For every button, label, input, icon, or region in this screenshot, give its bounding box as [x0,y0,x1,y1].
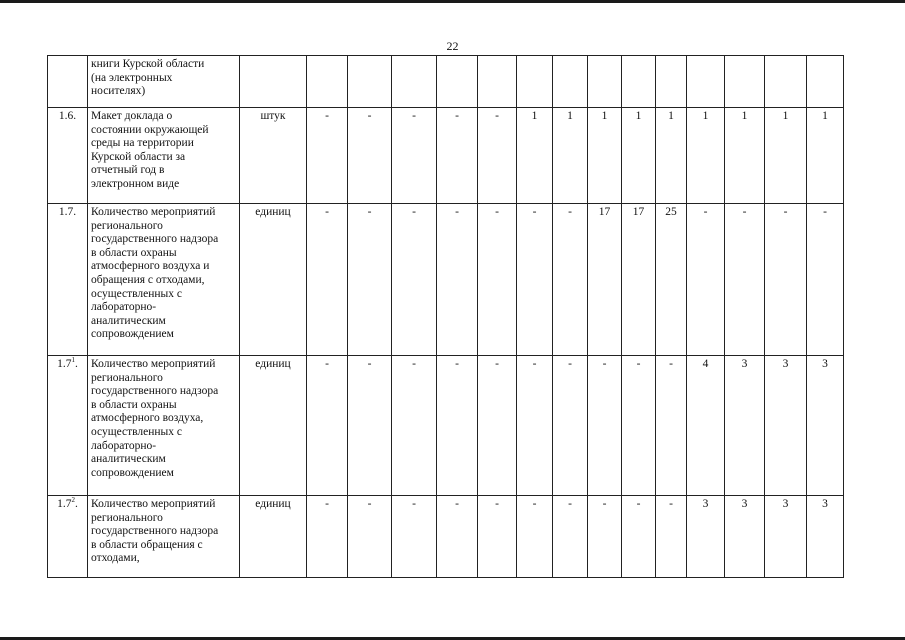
description-line: Макет доклада о [91,110,173,122]
description-line: (на электронных [91,71,173,84]
value-cell: - [437,496,478,578]
value-cell [807,56,844,108]
value-cell [517,56,553,108]
row-description [88,356,240,496]
value-cell: 3 [807,356,844,496]
value-cell: - [517,496,553,578]
value-cell [687,56,725,108]
row-number-superscript: 2 [71,496,75,504]
value-cell: - [553,204,588,356]
value-cell: 4 [687,356,725,496]
description-line: государственного надзора [91,525,219,538]
description-line: среды на территории [91,137,194,150]
row-description [88,108,240,204]
value-cell [765,56,807,108]
value-cell [478,56,517,108]
description-line: осуществленных с [91,287,183,300]
description-line: регионального [91,511,163,524]
value-cell: 1 [765,108,807,204]
value-cell: - [307,108,348,204]
value-cell: - [437,356,478,496]
description-line: в области охраны [91,398,177,411]
description-line: регионального [91,219,163,232]
value-cell: - [765,204,807,356]
row-number: $1.7^2$. [48,496,88,578]
value-cell: - [553,496,588,578]
row-description [88,496,240,578]
description-line: в области охраны [91,246,177,259]
value-cell: - [656,356,687,496]
value-cell [588,56,622,108]
value-cell: - [437,108,478,204]
row-number: 1.7. [48,204,88,356]
description-line: сопровождением [91,328,174,341]
description-line: лабораторно- [91,439,157,452]
value-cell: 1 [656,108,687,204]
value-cell: - [656,496,687,578]
value-cell: - [478,108,517,204]
description-line: регионального [91,371,163,384]
value-cell: 17 [622,204,656,356]
value-cell: 17 [588,204,622,356]
table-body [48,56,844,578]
value-cell: - [478,204,517,356]
table-row [48,204,844,356]
value-cell: - [588,356,622,496]
value-cell: - [517,204,553,356]
table-row [48,496,844,578]
row-unit: единиц [240,204,307,356]
value-cell: 1 [588,108,622,204]
value-cell: - [392,108,437,204]
description-line: лабораторно- [91,301,157,314]
value-cell: - [437,204,478,356]
value-cell: - [478,496,517,578]
description-line: книги Курской области [91,58,205,70]
description-line: электронном виде [91,177,180,190]
description-line: аналитическим [91,314,166,327]
value-cell [348,56,392,108]
value-cell: 1 [553,108,588,204]
description-line: состоянии окружающей [91,123,209,136]
description-line: атмосферного воздуха, [91,412,204,425]
description-line: аналитическим [91,453,166,466]
value-cell [392,56,437,108]
description-line: сопровождением [91,466,174,479]
value-cell: - [307,356,348,496]
page-number: 22 [446,39,459,53]
description-line: государственного надзора [91,233,219,246]
value-cell: - [622,356,656,496]
value-cell: - [307,496,348,578]
value-cell: - [348,204,392,356]
row-unit [240,56,307,108]
description-line: Количество мероприятий [91,206,216,218]
value-cell: - [622,496,656,578]
value-cell: - [348,356,392,496]
row-description [88,204,240,356]
value-cell: 3 [807,496,844,578]
value-cell: 1 [687,108,725,204]
description-line: осуществленных с [91,425,183,438]
value-cell: 3 [765,356,807,496]
description-line: носителях) [91,85,146,98]
value-cell: - [478,356,517,496]
description-line: Курской области за [91,150,186,163]
row-number [48,56,88,108]
scan-edge-top [0,0,905,3]
value-cell: - [392,356,437,496]
description-line: государственного надзора [91,385,219,398]
value-cell: 1 [807,108,844,204]
value-cell: - [553,356,588,496]
value-cell: 3 [725,496,765,578]
row-unit: единиц [240,496,307,578]
value-cell: 3 [725,356,765,496]
value-cell [656,56,687,108]
row-description [88,56,240,108]
value-cell: 25 [656,204,687,356]
value-cell: - [588,496,622,578]
value-cell [437,56,478,108]
row-unit: единиц [240,356,307,496]
row-number: 1.6. [48,108,88,204]
row-number: $1.7^1$. [48,356,88,496]
description-line: в области обращения с [91,538,203,551]
value-cell [725,56,765,108]
row-unit: штук [240,108,307,204]
value-cell: 3 [687,496,725,578]
value-cell [622,56,656,108]
value-cell: - [392,496,437,578]
row-number-superscript: 1 [71,356,75,364]
value-cell: - [307,204,348,356]
value-cell: - [348,496,392,578]
value-cell: - [392,204,437,356]
value-cell: 3 [765,496,807,578]
value-cell: 1 [517,108,553,204]
description-line: Количество мероприятий [91,498,216,510]
table-row [48,356,844,496]
description-line: атмосферного воздуха и [91,260,210,273]
value-cell: - [517,356,553,496]
value-cell: 1 [725,108,765,204]
description-line: отходами, [91,552,140,565]
table-row [48,56,844,108]
value-cell: 1 [622,108,656,204]
value-cell: - [725,204,765,356]
value-cell [553,56,588,108]
value-cell: - [687,204,725,356]
value-cell: - [807,204,844,356]
value-cell: - [348,108,392,204]
table-row [48,108,844,204]
value-cell [307,56,348,108]
description-line: отчетный год в [91,164,165,177]
description-line: обращения с отходами, [91,273,205,286]
indicators-table [47,55,844,578]
description-line: Количество мероприятий [91,358,216,370]
